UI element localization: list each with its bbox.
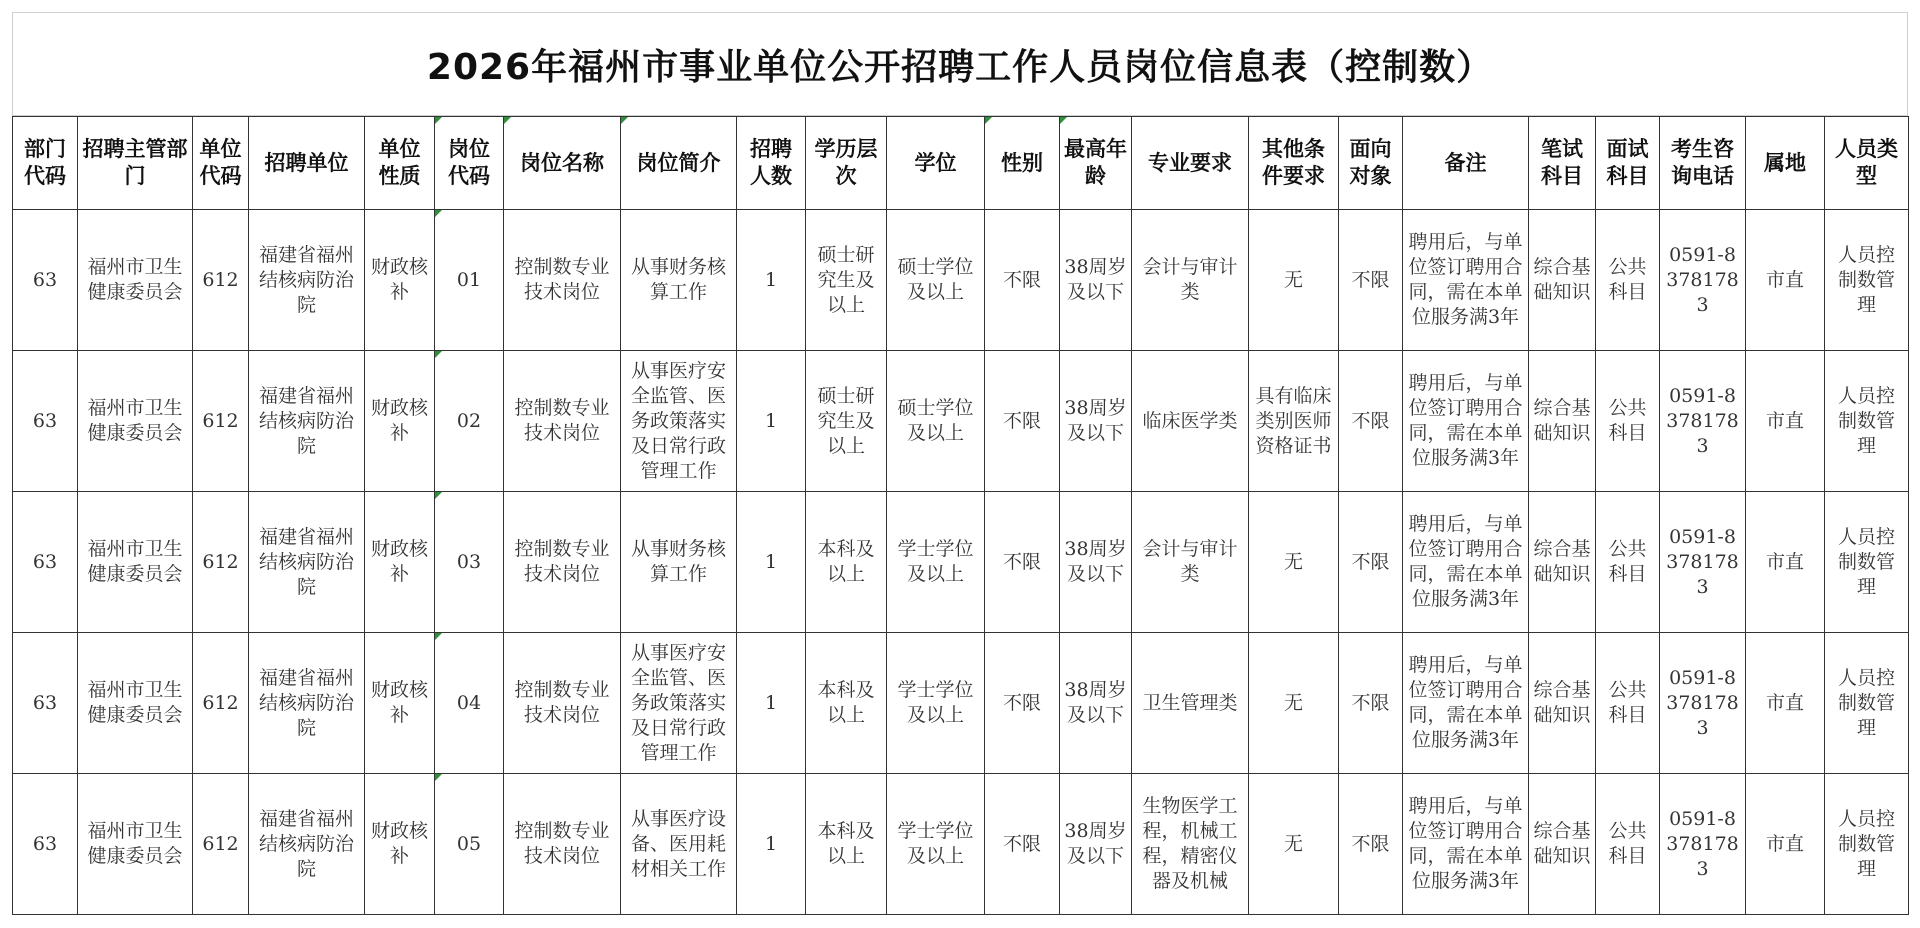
cell-phone[interactable]: 0591-83781783 [1660, 774, 1746, 915]
cell-target[interactable]: 不限 [1339, 633, 1403, 774]
cell-major[interactable]: 会计与审计类 [1132, 210, 1249, 351]
cell-degree[interactable]: 学士学位及以上 [887, 492, 985, 633]
cell-remarks[interactable]: 聘用后，与单位签订聘用合同，需在本单位服务满3年 [1403, 774, 1529, 915]
cell-locality[interactable]: 市直 [1746, 633, 1825, 774]
cell-post-intro[interactable]: 从事医疗安全监管、医务政策落实及日常行政管理工作 [621, 351, 737, 492]
cell-staff-type[interactable]: 人员控制数管理 [1825, 633, 1909, 774]
header-education[interactable]: 学历层次 [806, 117, 887, 210]
cell-major[interactable]: 卫生管理类 [1132, 633, 1249, 774]
header-post-intro[interactable]: 岗位简介 [621, 117, 737, 210]
header-row [13, 117, 1909, 210]
cell-remarks[interactable]: 聘用后，与单位签订聘用合同，需在本单位服务满3年 [1403, 351, 1529, 492]
cell-written-exam[interactable]: 综合基础知识 [1529, 633, 1596, 774]
cell-dept[interactable]: 福州市卫生健康委员会 [78, 210, 193, 351]
cell-unit-type[interactable]: 财政核补 [365, 351, 435, 492]
cell-headcount[interactable]: 1 [737, 210, 806, 351]
title-cell[interactable] [12, 12, 1908, 116]
cell-phone[interactable]: 0591-83781783 [1660, 351, 1746, 492]
cell-post-code[interactable]: 02 [435, 351, 504, 492]
cell-post-code[interactable]: 03 [435, 492, 504, 633]
cell-dept-code[interactable]: 63 [13, 492, 78, 633]
table-row [13, 351, 1909, 492]
header-dept-code[interactable]: 部门代码 [13, 117, 78, 210]
cell-post-code[interactable]: 04 [435, 633, 504, 774]
cell-remarks[interactable]: 聘用后，与单位签订聘用合同，需在本单位服务满3年 [1403, 492, 1529, 633]
cell-unit-type[interactable]: 财政核补 [365, 210, 435, 351]
cell-dept-code[interactable]: 63 [13, 210, 78, 351]
cell-headcount[interactable]: 1 [737, 351, 806, 492]
header-locality[interactable]: 属地 [1746, 117, 1825, 210]
cell-unit-code[interactable]: 612 [193, 774, 249, 915]
cell-max-age[interactable]: 38周岁及以下 [1060, 633, 1132, 774]
spreadsheet-sheet [12, 12, 1908, 916]
cell-remarks[interactable]: 聘用后，与单位签订聘用合同，需在本单位服务满3年 [1403, 633, 1529, 774]
cell-post-name[interactable]: 控制数专业技术岗位 [504, 492, 621, 633]
cell-unit[interactable]: 福建省福州结核病防治院 [249, 774, 365, 915]
cell-headcount[interactable]: 1 [737, 492, 806, 633]
header-unit-code[interactable]: 单位代码 [193, 117, 249, 210]
header-dept[interactable]: 招聘主管部门 [78, 117, 193, 210]
cell-major[interactable]: 会计与审计类 [1132, 492, 1249, 633]
cell-post-name[interactable]: 控制数专业技术岗位 [504, 633, 621, 774]
cell-unit-type[interactable]: 财政核补 [365, 633, 435, 774]
cell-interview[interactable]: 公共科目 [1596, 492, 1660, 633]
cell-degree[interactable]: 学士学位及以上 [887, 774, 985, 915]
cell-target[interactable]: 不限 [1339, 210, 1403, 351]
cell-post-intro[interactable]: 从事医疗安全监管、医务政策落实及日常行政管理工作 [621, 633, 737, 774]
header-remarks[interactable]: 备注 [1403, 117, 1529, 210]
header-unit[interactable]: 招聘单位 [249, 117, 365, 210]
cell-interview[interactable]: 公共科目 [1596, 633, 1660, 774]
cell-major[interactable]: 生物医学工程，机械工程，精密仪器及机械 [1132, 774, 1249, 915]
cell-post-intro[interactable]: 从事财务核算工作 [621, 492, 737, 633]
header-target[interactable]: 面向对象 [1339, 117, 1403, 210]
cell-dept[interactable]: 福州市卫生健康委员会 [78, 351, 193, 492]
cell-phone[interactable]: 0591-83781783 [1660, 210, 1746, 351]
cell-other-reqs[interactable]: 无 [1249, 492, 1339, 633]
cell-unit-code[interactable]: 612 [193, 210, 249, 351]
cell-interview[interactable]: 公共科目 [1596, 210, 1660, 351]
cell-post-name[interactable]: 控制数专业技术岗位 [504, 774, 621, 915]
cell-remarks[interactable]: 聘用后，与单位签订聘用合同，需在本单位服务满3年 [1403, 210, 1529, 351]
header-post-code[interactable]: 岗位代码 [435, 117, 504, 210]
cell-headcount[interactable]: 1 [737, 774, 806, 915]
cell-major[interactable]: 临床医学类 [1132, 351, 1249, 492]
cell-max-age[interactable]: 38周岁及以下 [1060, 774, 1132, 915]
cell-unit-code[interactable]: 612 [193, 492, 249, 633]
header-unit-type[interactable]: 单位性质 [365, 117, 435, 210]
table-row [13, 633, 1909, 774]
cell-education[interactable]: 本科及以上 [806, 633, 887, 774]
cell-unit[interactable]: 福建省福州结核病防治院 [249, 210, 365, 351]
header-written-exam[interactable]: 笔试科目 [1529, 117, 1596, 210]
header-phone[interactable]: 考生咨询电话 [1660, 117, 1746, 210]
cell-gender[interactable]: 不限 [985, 351, 1060, 492]
cell-degree[interactable]: 硕士学位及以上 [887, 210, 985, 351]
cell-post-intro[interactable]: 从事医疗设备、医用耗材相关工作 [621, 774, 737, 915]
cell-target[interactable]: 不限 [1339, 492, 1403, 633]
header-interview[interactable]: 面试科目 [1596, 117, 1660, 210]
cell-locality[interactable]: 市直 [1746, 351, 1825, 492]
cell-staff-type[interactable]: 人员控制数管理 [1825, 210, 1909, 351]
table-row [13, 492, 1909, 633]
header-gender[interactable]: 性别 [985, 117, 1060, 210]
cell-other-reqs[interactable]: 无 [1249, 633, 1339, 774]
cell-dept[interactable]: 福州市卫生健康委员会 [78, 774, 193, 915]
header-headcount[interactable]: 招聘人数 [737, 117, 806, 210]
position-table [12, 116, 1909, 915]
cell-dept-code[interactable]: 63 [13, 774, 78, 915]
cell-phone[interactable]: 0591-83781783 [1660, 633, 1746, 774]
cell-gender[interactable]: 不限 [985, 774, 1060, 915]
cell-unit[interactable]: 福建省福州结核病防治院 [249, 492, 365, 633]
cell-dept[interactable]: 福州市卫生健康委员会 [78, 492, 193, 633]
header-other-reqs[interactable]: 其他条件要求 [1249, 117, 1339, 210]
cell-gender[interactable]: 不限 [985, 633, 1060, 774]
cell-dept[interactable]: 福州市卫生健康委员会 [78, 633, 193, 774]
cell-written-exam[interactable]: 综合基础知识 [1529, 492, 1596, 633]
cell-education[interactable]: 硕士研究生及以上 [806, 351, 887, 492]
cell-unit-code[interactable]: 612 [193, 633, 249, 774]
cell-other-reqs[interactable]: 无 [1249, 774, 1339, 915]
header-degree[interactable]: 学位 [887, 117, 985, 210]
cell-dept-code[interactable]: 63 [13, 351, 78, 492]
cell-post-code[interactable]: 05 [435, 774, 504, 915]
cell-unit-type[interactable]: 财政核补 [365, 492, 435, 633]
cell-other-reqs[interactable]: 无 [1249, 210, 1339, 351]
cell-post-intro[interactable]: 从事财务核算工作 [621, 210, 737, 351]
cell-written-exam[interactable]: 综合基础知识 [1529, 210, 1596, 351]
header-max-age[interactable]: 最高年龄 [1060, 117, 1132, 210]
cell-unit-type[interactable]: 财政核补 [365, 774, 435, 915]
cell-target[interactable]: 不限 [1339, 351, 1403, 492]
cell-gender[interactable]: 不限 [985, 492, 1060, 633]
cell-unit[interactable]: 福建省福州结核病防治院 [249, 633, 365, 774]
cell-education[interactable]: 本科及以上 [806, 774, 887, 915]
cell-target[interactable]: 不限 [1339, 774, 1403, 915]
cell-other-reqs[interactable]: 具有临床类别医师资格证书 [1249, 351, 1339, 492]
cell-post-name[interactable]: 控制数专业技术岗位 [504, 210, 621, 351]
cell-post-name[interactable]: 控制数专业技术岗位 [504, 351, 621, 492]
cell-staff-type[interactable]: 人员控制数管理 [1825, 351, 1909, 492]
cell-max-age[interactable]: 38周岁及以下 [1060, 210, 1132, 351]
cell-interview[interactable]: 公共科目 [1596, 351, 1660, 492]
cell-dept-code[interactable]: 63 [13, 633, 78, 774]
cell-staff-type[interactable]: 人员控制数管理 [1825, 492, 1909, 633]
cell-degree[interactable]: 学士学位及以上 [887, 633, 985, 774]
cell-unit-code[interactable]: 612 [193, 351, 249, 492]
table-row [13, 774, 1909, 915]
cell-education[interactable]: 硕士研究生及以上 [806, 210, 887, 351]
cell-locality[interactable]: 市直 [1746, 210, 1825, 351]
cell-staff-type[interactable]: 人员控制数管理 [1825, 774, 1909, 915]
cell-phone[interactable]: 0591-83781783 [1660, 492, 1746, 633]
cell-max-age[interactable]: 38周岁及以下 [1060, 492, 1132, 633]
cell-written-exam[interactable]: 综合基础知识 [1529, 351, 1596, 492]
cell-written-exam[interactable]: 综合基础知识 [1529, 774, 1596, 915]
cell-degree[interactable]: 硕士学位及以上 [887, 351, 985, 492]
header-major[interactable]: 专业要求 [1132, 117, 1249, 210]
cell-unit[interactable]: 福建省福州结核病防治院 [249, 351, 365, 492]
cell-headcount[interactable]: 1 [737, 633, 806, 774]
table-row [13, 210, 1909, 351]
cell-gender[interactable]: 不限 [985, 210, 1060, 351]
header-post-name[interactable]: 岗位名称 [504, 117, 621, 210]
cell-interview[interactable]: 公共科目 [1596, 774, 1660, 915]
header-staff-type[interactable]: 人员类型 [1825, 117, 1909, 210]
cell-locality[interactable]: 市直 [1746, 492, 1825, 633]
cell-locality[interactable]: 市直 [1746, 774, 1825, 915]
cell-education[interactable]: 本科及以上 [806, 492, 887, 633]
page-title: 2026年福州市事业单位公开招聘工作人员岗位信息表（控制数） [426, 46, 1494, 88]
cell-max-age[interactable]: 38周岁及以下 [1060, 351, 1132, 492]
cell-post-code[interactable]: 01 [435, 210, 504, 351]
